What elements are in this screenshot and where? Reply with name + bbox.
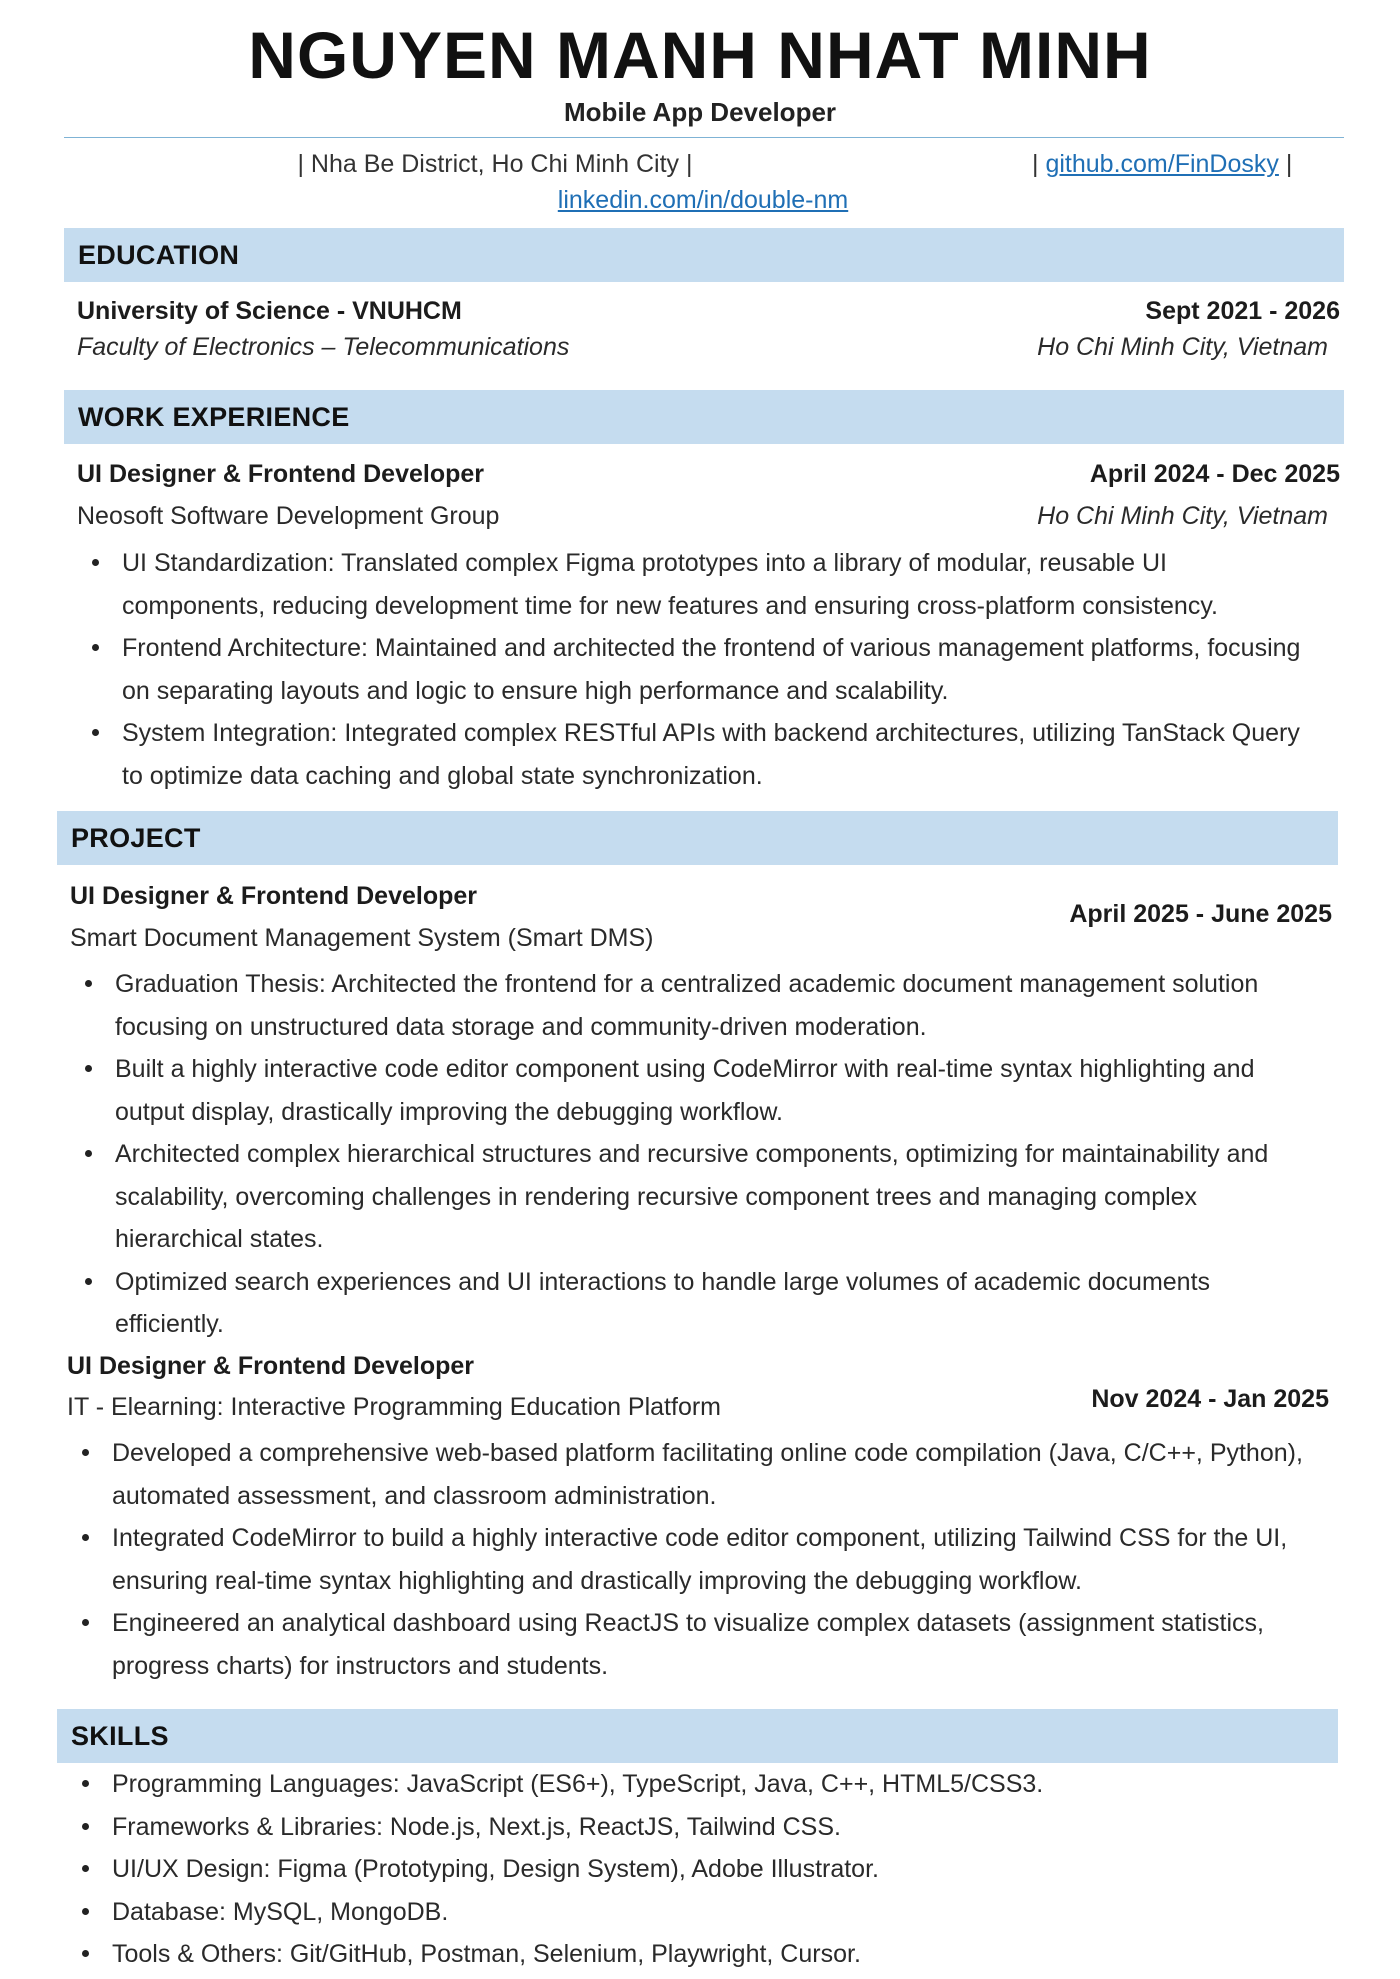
- education-location: Ho Chi Minh City, Vietnam: [1037, 333, 1328, 361]
- bullet-icon: [85, 1278, 92, 1285]
- project-name: IT - Elearning: Interactive Programming Education Platform: [67, 1393, 721, 1421]
- list-item: [68, 1848, 1318, 1891]
- work-bullets: [78, 542, 1308, 797]
- bullet-text: Tools & Others: Git/GitHub, Postman, Selenium, Playwright, Cursor.: [112, 1940, 861, 1968]
- education-faculty: Faculty of Electronics – Telecommunications: [77, 333, 570, 361]
- bullet-icon: [92, 559, 99, 566]
- bullet-icon: [85, 980, 92, 987]
- linkedin-link[interactable]: linkedin.com/in/double-nm: [557, 186, 849, 214]
- project-name: Smart Document Management System (Smart DMS): [70, 924, 654, 952]
- section-header-skills: [57, 1709, 1338, 1763]
- list-item: [71, 1048, 1311, 1133]
- list-item: [68, 1602, 1318, 1687]
- section-header-education: [64, 228, 1344, 282]
- bullet-text: Frameworks & Libraries: Node.js, Next.js, ReactJS, Tailwind CSS.: [112, 1812, 841, 1841]
- bullet-icon: [82, 1908, 89, 1915]
- bullet-text: UI/UX Design: Figma (Prototyping, Design System), Adobe Illustrator.: [112, 1855, 879, 1883]
- list-item: [78, 542, 1308, 627]
- list-item: [68, 1933, 1318, 1976]
- bullet-icon: [85, 1150, 92, 1157]
- work-location: Ho Chi Minh City, Vietnam: [1037, 502, 1328, 530]
- education-dates: Sept 2021 - 2026: [1145, 297, 1340, 325]
- bullet-icon: [92, 729, 99, 736]
- bullet-text: Optimized search experiences and UI interactions to handle large volumes of academic documents efficiently.: [115, 1267, 1211, 1338]
- project-bullets: [71, 963, 1311, 1346]
- bullet-icon: [82, 1449, 89, 1456]
- list-item: [78, 627, 1308, 712]
- list-item: [68, 1517, 1318, 1602]
- skills-bullets: [68, 1763, 1318, 1976]
- github-link[interactable]: github.com/FinDosky: [1045, 150, 1279, 178]
- list-item: [71, 1133, 1311, 1261]
- bullet-text: Architected complex hierarchical structures and recursive components, optimizing for maintainability and scalability, overcoming challenges in rendering recursive component trees and managing complex hierarchical states.: [115, 1140, 1269, 1253]
- list-item: [71, 1261, 1311, 1346]
- bullet-icon: [82, 1780, 89, 1787]
- section-title: EDUCATION: [78, 240, 240, 270]
- bullet-icon: [82, 1619, 89, 1626]
- section-header-project: [57, 811, 1338, 865]
- bullet-text: Built a highly interactive code editor component using CodeMirror with real-time syntax highlighting and output display, drastically improving the debugging workflow.: [115, 1055, 1255, 1126]
- list-item: [68, 1891, 1318, 1934]
- bullet-text: Developed a comprehensive web-based platform facilitating online code compilation (Java, C/C++, Python), automated assessment, and classroom administration.: [112, 1439, 1303, 1510]
- project-dates: Nov 2024 - Jan 2025: [1091, 1385, 1329, 1413]
- candidate-name: NGUYEN MANH NHAT MINH: [248, 18, 1152, 92]
- list-item: [68, 1763, 1318, 1806]
- section-title: PROJECT: [71, 823, 201, 853]
- project-role: UI Designer & Frontend Developer: [67, 1352, 475, 1380]
- bullet-icon: [82, 1950, 89, 1957]
- bullet-text: Engineered an analytical dashboard using ReactJS to visualize complex datasets (assignment statistics, progress charts) for instructors and students.: [112, 1609, 1265, 1680]
- bullet-icon: [85, 1065, 92, 1072]
- bullet-text: Graduation Thesis: Architected the frontend for a centralized academic document management solution focusing on unstructured data storage and community-driven moderation.: [115, 970, 1259, 1041]
- project-dates: April 2025 - June 2025: [1069, 900, 1332, 928]
- list-item: [68, 1432, 1318, 1517]
- bullet-icon: [82, 1534, 89, 1541]
- work-company: Neosoft Software Development Group: [77, 502, 500, 530]
- bullet-text: Programming Languages: JavaScript (ES6+), TypeScript, Java, C++, HTML5/CSS3.: [112, 1770, 1044, 1798]
- project-bullets: [68, 1432, 1318, 1687]
- contact-linkedin-line: [0, 184, 1400, 216]
- bullet-text: System Integration: Integrated complex RESTful APIs with backend architectures, utilizing TanStack Query to optimize data caching and global state synchronization.: [122, 719, 1300, 790]
- bullet-text: Database: MySQL, MongoDB.: [112, 1897, 449, 1926]
- section-header-work-experience: [64, 390, 1344, 444]
- bullet-icon: [82, 1865, 89, 1872]
- contact-separator: |: [1285, 150, 1293, 178]
- bullet-icon: [82, 1823, 89, 1830]
- section-title: SKILLS: [71, 1721, 169, 1751]
- list-item: [71, 963, 1311, 1048]
- bullet-text: UI Standardization: Translated complex Figma prototypes into a library of modular, reusable UI components, reducing development time for new features and ensuring cross-platform consistency.: [122, 549, 1218, 620]
- list-item: [68, 1806, 1318, 1849]
- education-school: University of Science - VNUHCM: [77, 297, 462, 325]
- contact-location: | Nha Be District, Ho Chi Minh City |: [297, 150, 693, 178]
- list-item: [78, 712, 1308, 797]
- work-role: UI Designer & Frontend Developer: [77, 460, 485, 488]
- contact-separator: |: [1032, 150, 1039, 178]
- contact-github-line: [1032, 148, 1292, 180]
- candidate-role: Mobile App Developer: [563, 97, 837, 127]
- work-dates: April 2024 - Dec 2025: [1089, 460, 1340, 488]
- section-title: WORK EXPERIENCE: [78, 402, 350, 432]
- bullet-text: Integrated CodeMirror to build a highly interactive code editor component, utilizing Tailwind CSS for the UI, ensuring real-time syntax highlighting and drastically improving the debugging workflow.: [112, 1524, 1288, 1595]
- project-role: UI Designer & Frontend Developer: [70, 882, 478, 910]
- header-divider: [64, 137, 1344, 138]
- bullet-text: Frontend Architecture: Maintained and architected the frontend of various management platforms, focusing on separating layouts and logic to ensure high performance and scalability.: [122, 634, 1301, 705]
- bullet-icon: [92, 644, 99, 651]
